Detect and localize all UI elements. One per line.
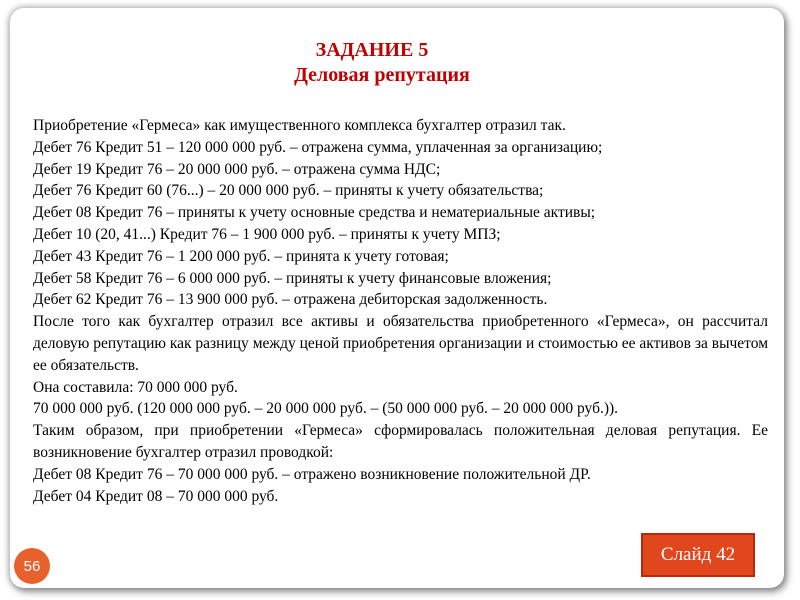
slide-number-badge: 56 bbox=[14, 548, 50, 584]
body-text bbox=[33, 115, 768, 507]
text-line: Дебет 08 Кредит 76 – приняты к учету основные средства и нематериальные активы; bbox=[33, 204, 596, 222]
paragraph: После того как бухгалтер отразил все активы и обязательства приобретенного «Гермеса», он рассчитал деловую репутацию как разницу между ценой приобретения организации и стоимостью ее активов за вычетом ее обязательств. bbox=[33, 313, 768, 374]
text-line: Дебет 76 Кредит 60 (76...) – 20 000 000 руб. – приняты к учету обязательства; bbox=[33, 182, 544, 200]
text-line: Дебет 62 Кредит 76 – 13 900 000 руб. – отражена дебиторская задолженность. bbox=[33, 291, 548, 309]
calc-line: 70 000 000 руб. (120 000 000 руб. – 20 000 000 руб. – (50 000 000 руб. – 20 000 000 руб.)). bbox=[33, 400, 619, 418]
slide-card bbox=[10, 8, 784, 588]
task-title: ЗАДАНИЕ 5 bbox=[315, 39, 429, 61]
text-line: Дебет 58 Кредит 76 – 6 000 000 руб. – приняты к учету финансовые вложения; bbox=[33, 269, 552, 287]
text-line: Дебет 19 Кредит 76 – 20 000 000 руб. – отражена сумма НДС; bbox=[33, 160, 441, 178]
text-line: Дебет 10 (20, 41...) Кредит 76 – 1 900 000 руб. – приняты к учету МПЗ; bbox=[33, 225, 501, 243]
subtitle: Деловая репутация bbox=[294, 64, 470, 86]
text-line: Дебет 76 Кредит 51 – 120 000 000 руб. – отражена сумма, уплаченная за организацию; bbox=[33, 138, 603, 156]
result-line: Она составила: 70 000 000 руб. bbox=[33, 378, 238, 396]
text-line: Дебет 04 Кредит 08 – 70 000 000 руб. bbox=[33, 487, 279, 505]
paragraph: Таким образом, при приобретении «Гермеса» сформировалась положительная деловая репутация. Ее возникновение бухгалтер отразил проводкой: bbox=[33, 422, 768, 461]
slide-link-button[interactable]: Слайд 42 bbox=[641, 533, 755, 577]
text-line: Дебет 43 Кредит 76 – 1 200 000 руб. – принята к учету готовая; bbox=[33, 247, 449, 265]
text-line: Дебет 08 Кредит 76 – 70 000 000 руб. – отражено возникновение положительной ДР. bbox=[33, 465, 591, 483]
text-line: Приобретение «Гермеса» как имущественного комплекса бухгалтер отразил так. bbox=[33, 117, 566, 134]
